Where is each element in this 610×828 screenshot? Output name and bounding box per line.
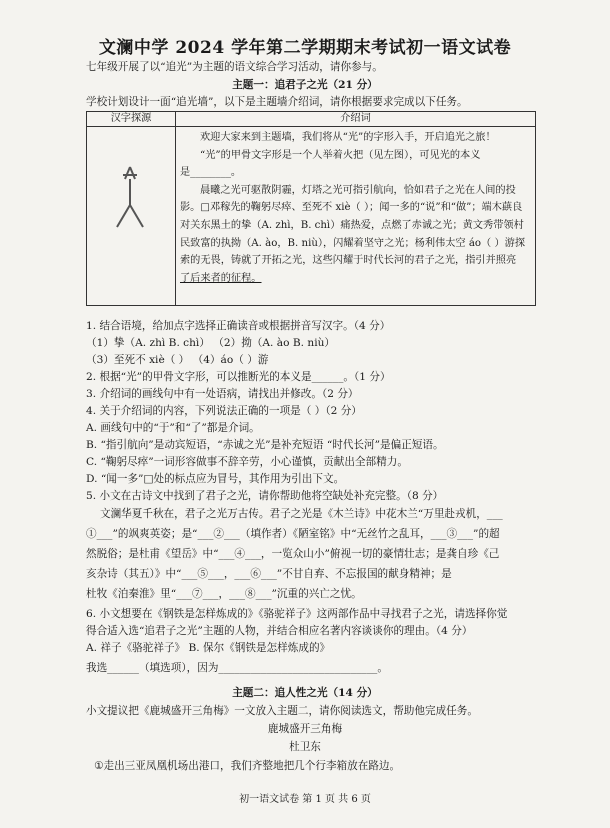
article-author: 杜卫东 <box>289 741 321 753</box>
page-footer: 初一语文试卷 第 1 页 共 6 页 <box>239 794 371 805</box>
oracle-bone-glyph <box>95 157 165 237</box>
table-header-origin: 汉字探源 <box>87 112 176 127</box>
question-4-option-a: A. 画线句中的“于”和“了”都是介词。 <box>86 422 260 434</box>
q5-line-3: 然脱俗；是杜甫《望岳》中“___④___，一览众山小”俯视一切的豪情壮志；是龚自珍《己 <box>86 548 500 560</box>
intro-table <box>86 111 536 306</box>
question-1: 1. 结合语境，给加点字选择正确读音或根据拼音写汉字。（4 分） <box>86 320 391 332</box>
article-title: 鹿城盛开三角梅 <box>267 723 343 735</box>
question-1-options-a: （1）挚（A. zhì B. chì） （2）拗（A. ào B. niù） <box>86 337 335 349</box>
exam-title: 文澜中学 2024 学年第二学期期末考试初一语文试卷 <box>98 38 512 58</box>
q5-line-5: 杜牧《泊秦淮》里“___⑦___，___⑧___”沉重的兴亡之忧。 <box>86 588 362 600</box>
intro-line-2: “光”的甲骨文字形是一个人举着火把（见左图），可见光的本义 <box>200 149 481 161</box>
question-4-option-c: C. “鞠躬尽瘁”一词形容做事不辞辛劳，小心谨慎，贡献出全部精力。 <box>86 456 408 468</box>
intro-line-6: 对关东黑土的挚（A. zhì，B. chì）痛热爱，点燃了赤诚之光；黄文秀带领村 <box>180 219 524 231</box>
intro-text: 七年级开展了以“追光”为主题的语文综合学习活动，请你参与。 <box>86 61 383 73</box>
question-4-option-b: B. “指引航向”是动宾短语，“赤诚之光”是补充短语 “时代长河”是偏正短语。 <box>86 439 444 451</box>
question-4: 4. 关于介绍词的内容，下列说法正确的一项是（ ）（2 分） <box>86 405 362 417</box>
question-6: 6. 小文想要在《钢铁是怎样炼成的》《骆驼祥子》这两部作品中寻找君子之光，请选择你觉 <box>86 608 508 620</box>
question-6-answer-line: 我选______（填选项），因为______________________________。 <box>86 662 388 674</box>
intro-text-cell <box>176 127 536 306</box>
question-6-cont: 得合适入选“追君子之光”主题的人物，并结合相应名著内容谈谈你的理由。（4 分） <box>86 625 473 637</box>
topic2-task: 小文提议把《鹿城盛开三角梅》一文放入主题二，请你阅读选文，帮助他完成任务。 <box>86 705 478 717</box>
intro-line-7: 民致富的执拗（A. ào，B. niù），闪耀着坚守之光；杨利伟太空 áo（ ）游探 <box>180 237 526 249</box>
oracle-bone-image-cell <box>87 127 176 306</box>
table-header-intro: 介绍词 <box>176 112 536 127</box>
intro-line-5: 影。□邓稼先的鞠躬尽瘁、至死不 xiè（ ）；闻一多的“说”和“做”；端木蕻良 <box>180 202 523 214</box>
question-2: 2. 根据“光”的甲骨文字形，可以推断光的本义是______。（1 分） <box>86 371 391 383</box>
q5-line-2: ①___”的飒爽英姿；是“___②___（填作者）《陋室铭》中“无丝竹之乱耳，___③___”的超 <box>86 528 500 540</box>
question-5: 5. 小文在古诗文中找到了君子之光，请你帮助他将空缺处补充完整。（8 分） <box>86 490 444 502</box>
question-6-options: A. 祥子《骆驼祥子》 B. 保尔《钢铁是怎样炼成的》 <box>86 642 331 654</box>
intro-line-1: 欢迎大家来到主题墙，我们将从“光”的字形入手，开启追光之旅！ <box>200 132 496 143</box>
intro-line-8: 索的无畏，铸就了开拓之光，这些闪耀于时代长河的君子之光，指引并照亮 <box>180 255 517 267</box>
question-1-options-b: （3）至死不 xiè（ ） （4）áo（ ）游 <box>86 354 269 366</box>
q5-line-1: 文澜华夏千秋在，君子之光万古传。君子之光是《木兰诗》中花木兰“万里赴戎机，___ <box>100 508 503 520</box>
topic1-task: 学校计划设计一面“追光墙”，以下是主题墙介绍词，请你根据要求完成以下任务。 <box>86 96 468 108</box>
question-4-option-d: D. “闻一多”□处的标点应为冒号，其作用为引出下文。 <box>86 473 345 485</box>
intro-line-9: 了后来者的征程。 <box>180 272 262 284</box>
topic2-heading: 主题二：追人性之光（14 分） <box>232 687 378 699</box>
intro-line-4: 晨曦之光可驱散阴霾，灯塔之光可指引航向，恰如君子之光在人间的投 <box>200 184 516 196</box>
topic1-heading: 主题一：追君子之光（21 分） <box>232 79 378 91</box>
article-paragraph-1: ①走出三亚凤凰机场出港口，我们齐整地把几个行李箱放在路边。 <box>94 760 401 772</box>
intro-line-3: 是________。 <box>180 167 242 179</box>
question-3: 3. 介绍词的画线句中有一处语病，请找出并修改。（2 分） <box>86 388 359 400</box>
q5-line-4: 亥杂诗（其五）》中“___⑤___，___⑥___”不甘自弃、不忘报国的献身精神；是 <box>86 568 452 580</box>
